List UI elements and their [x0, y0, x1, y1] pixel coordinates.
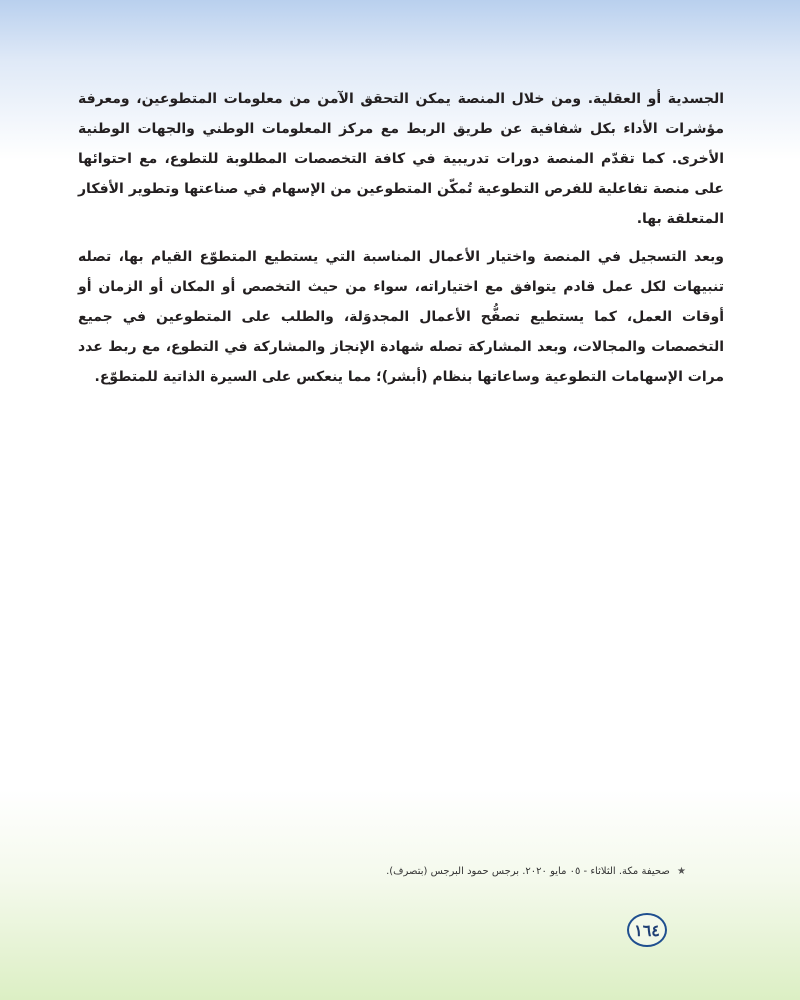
star-icon: ★	[677, 866, 686, 877]
page-number: ١٦٤	[627, 913, 667, 947]
footnote-text: صحيفة مكة. الثلاثاء - ٠٥ مايو ٢٠٢٠. برجس حمود البرجس (بتصرف).	[386, 866, 670, 877]
footnote	[360, 866, 686, 877]
paragraph-2: وبعد التسجيل في المنصة واختيار الأعمال المناسبة التي يستطيع المتطوّع القيام بها، تصله تنبيهات لكل عمل قادم يتوافق مع اختياراته، سواء من حيث التخصص أو المكان أو الزمان أو أوقات العمل، كما يستطيع تصفُّح الأعمال المجدوَلة، والطلب على المتطوعين في جميع التخصصات والمجالات، وبعد المشاركة تصله شهادة الإنجاز والمشاركة في التطوع، مع ربط عدد مرات الإسهامات التطوعية وساعاتها بنظام (أبشر)؛ مما ينعكس على السيرة الذاتية للمتطوّع.	[78, 249, 724, 385]
paragraph-1: الجسدية أو العقلية. ومن خلال المنصة يمكن التحقق الآمن من معلومات المتطوعين، ومعرفة مؤشرات الأداء بكل شفافية عن طريق الربط مع مركز المعلومات الوطني والجهات الوطنية الأخرى. كما تقدّم المنصة دورات تدريبية في كافة التخصصات المطلوبة للتطوع، مع احتوائها على منصة تفاعلية للفرص التطوعية تُمكّن المتطوعين من الإسهام في صناعتها وتطوير الأفكار المتعلقة بها.	[78, 91, 724, 227]
body-text	[78, 84, 724, 392]
